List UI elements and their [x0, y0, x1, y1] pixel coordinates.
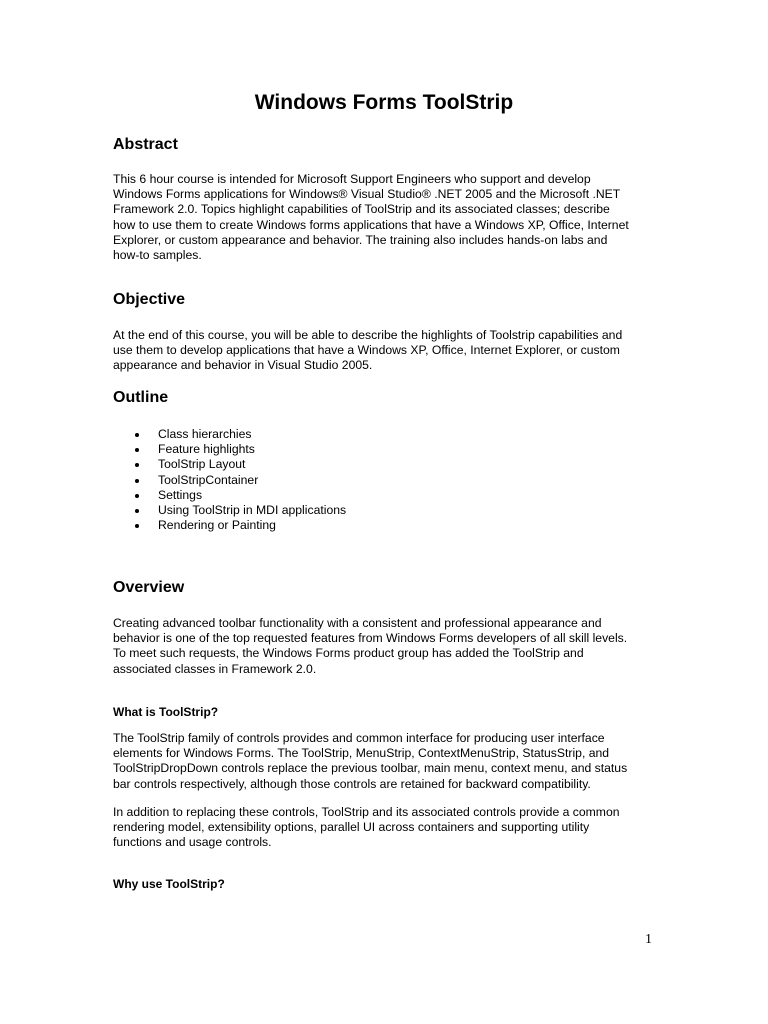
outline-item-label: Using ToolStrip in MDI applications: [158, 503, 347, 518]
overview-line: associated classes in Framework 2.0.: [113, 661, 317, 676]
list-item: [113, 457, 346, 472]
abstract-paragraph: [113, 172, 673, 263]
what-is-line: elements for Windows Forms. The ToolStrip, MenuStrip, ContextMenuStrip, StatusStrip, and: [113, 746, 610, 761]
page-number: 1: [645, 932, 652, 947]
abstract-line: how to use them to create Windows forms applications that have a Windows XP, Office, Internet: [113, 217, 629, 232]
list-item: [113, 488, 346, 503]
what-is-line: The ToolStrip family of controls provides and common interface for producing user interface: [113, 731, 605, 745]
what-is-line: bar controls respectively, although those controls are retained for backward compatibility.: [113, 776, 591, 791]
list-item: [113, 473, 346, 488]
outline-item-label: Feature highlights: [158, 442, 255, 457]
overview-line: Creating advanced toolbar functionality with a consistent and professional appearance and: [113, 616, 602, 630]
page-title: Windows Forms ToolStrip: [254, 91, 514, 114]
abstract-line: Explorer, or custom appearance and behavior. The training also includes hands-on labs and: [113, 232, 608, 247]
what-is-line: In addition to replacing these controls, ToolStrip and its associated controls provide a common: [113, 805, 620, 819]
abstract-line: This 6 hour course is intended for Microsoft Support Engineers who support and develop: [113, 172, 591, 186]
bullet-icon: [135, 509, 139, 513]
what-is-line: ToolStripDropDown controls replace the previous toolbar, main menu, context menu, and status: [113, 761, 628, 776]
abstract-line: Framework 2.0. Topics highlight capabilities of ToolStrip and its associated classes; describe: [113, 202, 610, 217]
outline-item-label: ToolStrip Layout: [158, 457, 246, 472]
objective-line: use them to develop applications that have a Windows XP, Office, Internet Explorer, or custom: [113, 343, 620, 358]
bullet-icon: [135, 433, 139, 437]
abstract-line: how-to samples.: [113, 248, 202, 263]
what-is-heading: What is ToolStrip?: [113, 705, 219, 719]
outline-heading: Outline: [113, 389, 169, 406]
bullet-icon: [135, 479, 139, 483]
overview-line: To meet such requests, the Windows Forms product group has added the ToolStrip and: [113, 646, 584, 661]
bullet-icon: [135, 524, 139, 528]
outline-item-label: ToolStripContainer: [158, 472, 259, 487]
overview-heading: Overview: [113, 579, 185, 596]
bullet-icon: [135, 494, 139, 498]
what-is-paragraph: [113, 731, 673, 792]
outline-list: [113, 427, 346, 533]
what-is-line: functions and usage controls.: [113, 835, 272, 850]
outline-item-label: Class hierarchies: [158, 427, 252, 441]
objective-paragraph: [113, 328, 673, 374]
overview-paragraph: [113, 616, 673, 677]
outline-item-label: Settings: [158, 487, 203, 502]
list-item: [113, 503, 346, 518]
list-item: [113, 427, 346, 442]
bullet-icon: [135, 463, 139, 467]
list-item: [113, 518, 346, 533]
outline-item-label: Rendering or Painting: [158, 518, 276, 533]
what-is-line: rendering model, extensibility options, parallel UI across containers and supporting utility: [113, 820, 590, 835]
overview-line: behavior is one of the top requested features from Windows Forms developers of all skill levels.: [113, 631, 628, 646]
what-is-paragraph-2: [113, 805, 673, 851]
why-use-heading: Why use ToolStrip?: [113, 877, 225, 891]
objective-heading: Objective: [113, 291, 186, 308]
list-item: [113, 442, 346, 457]
objective-line: At the end of this course, you will be able to describe the highlights of Toolstrip capabilities and: [113, 328, 623, 342]
abstract-line: Windows Forms applications for Windows® Visual Studio® .NET 2005 and the Microsoft .NET: [113, 187, 621, 202]
bullet-icon: [135, 448, 139, 452]
abstract-heading: Abstract: [113, 136, 178, 153]
objective-line: appearance and behavior in Visual Studio 2005.: [113, 358, 373, 373]
